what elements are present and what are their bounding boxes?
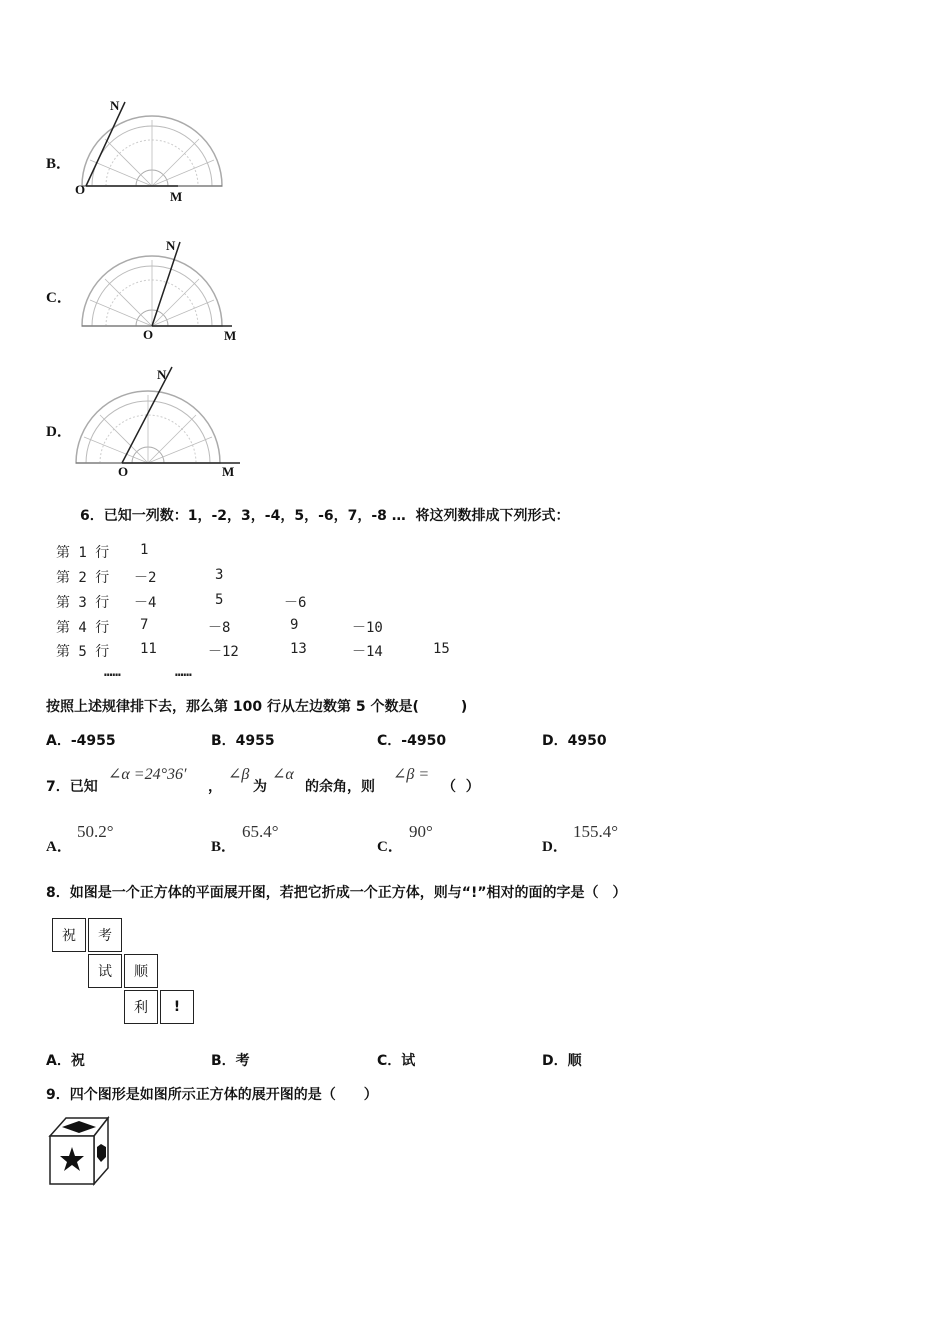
net-cell-4: 顺: [124, 954, 158, 988]
option-label-c: C．: [46, 290, 72, 306]
q7-alpha-expression: ∠α =24°36′: [108, 766, 187, 783]
protractor-label-o-b: O: [75, 182, 86, 197]
cube-net-figure: [52, 918, 202, 1030]
q6-value: －12: [208, 644, 239, 660]
q7-option-a-key: A．: [46, 839, 72, 855]
net-cell-1: 祝: [52, 918, 86, 952]
q6-value: －2: [134, 570, 157, 586]
q6-value: －10: [352, 620, 383, 636]
q7-option-b-key: B．: [211, 839, 237, 855]
q7-comma: ，: [208, 779, 222, 795]
question-7-prefix: 7．已知: [46, 779, 98, 795]
q6-value: 11: [140, 641, 157, 657]
q7-alpha: ∠α: [272, 766, 294, 783]
protractor-figure-c: [76, 236, 246, 346]
protractor-figure-b: [70, 98, 240, 208]
protractor-label-m-b: M: [170, 189, 183, 204]
q7-option-b-value: 65.4°: [242, 822, 279, 841]
q6-value: 3: [215, 567, 224, 583]
q6-value: 7: [140, 617, 149, 633]
q8-option-c: C．试: [377, 1053, 416, 1069]
q6-value: －6: [284, 595, 307, 611]
q7-beta: ∠β: [228, 766, 250, 783]
q6-row-label-3: 第 3 行: [56, 595, 110, 611]
q7-option-d-value: 155.4°: [573, 822, 619, 841]
protractor-label-n-c: N: [166, 238, 176, 253]
protractor-label-o-c: O: [143, 327, 154, 342]
q7-middle: 的余角，则: [305, 779, 375, 795]
q6-row-label-5: 第 5 行: [56, 644, 110, 660]
option-label-b: B．: [46, 156, 72, 172]
question-6-stem: 6．已知一列数：1，-2，3，-4，5，-6，7，-8 … 将这列数排成下列形式：: [80, 508, 570, 524]
net-cell-2: 考: [88, 918, 122, 952]
q7-option-c-value: 90°: [409, 822, 433, 841]
q6-option-b: B．4955: [211, 733, 275, 749]
q6-value: －14: [352, 644, 383, 660]
protractor-label-n-b: N: [110, 98, 120, 113]
q6-ellipsis: ……: [104, 664, 121, 680]
option-label-d: D．: [46, 424, 72, 440]
question-6-prompt: 按照上述规律排下去，那么第 100 行从左边数第 5 个数是( ): [46, 699, 468, 715]
protractor-label-n-d: N: [157, 367, 167, 382]
q6-ellipsis: ……: [175, 664, 192, 680]
q6-option-d: D．4950: [542, 733, 607, 749]
q6-row-label-2: 第 2 行: [56, 570, 110, 586]
question-8-stem: 8．如图是一个正方体的平面展开图，若把它折成一个正方体，则与“!”相对的面的字是（ ）: [46, 885, 627, 901]
q6-value: 13: [290, 641, 307, 657]
q6-row-label-4: 第 4 行: [56, 620, 110, 636]
net-cell-3: 试: [88, 954, 122, 988]
q7-answer-blank: （ ）: [442, 779, 480, 795]
q7-option-a-value: 50.2°: [77, 822, 114, 841]
q7-option-c-key: C．: [377, 839, 403, 855]
q7-option-d-key: D．: [542, 839, 568, 855]
q6-value: －8: [208, 620, 231, 636]
q6-value: 15: [433, 641, 450, 657]
q6-value: 9: [290, 617, 299, 633]
q6-option-a: A．-4955: [46, 733, 116, 749]
net-cell-6: !: [160, 990, 194, 1024]
net-cell-5: 利: [124, 990, 158, 1024]
protractor-label-o-d: O: [118, 464, 129, 479]
q6-option-c: C．-4950: [377, 733, 447, 749]
q8-option-a: A．祝: [46, 1053, 85, 1069]
protractor-label-m-c: M: [224, 328, 237, 343]
q6-row-label-1: 第 1 行: [56, 545, 110, 561]
q6-value: 5: [215, 592, 224, 608]
q7-wei: 为: [253, 779, 267, 795]
q8-option-d: D．顺: [542, 1053, 582, 1069]
protractor-label-m-d: M: [222, 464, 235, 479]
question-9-stem: 9．四个图形是如图所示正方体的展开图的是（ ）: [46, 1087, 378, 1103]
q8-option-b: B．考: [211, 1053, 250, 1069]
q7-beta-equals: ∠β =: [393, 766, 430, 783]
q6-value: 1: [140, 542, 149, 558]
q6-value: －4: [134, 595, 157, 611]
cube-figure: [48, 1116, 112, 1188]
